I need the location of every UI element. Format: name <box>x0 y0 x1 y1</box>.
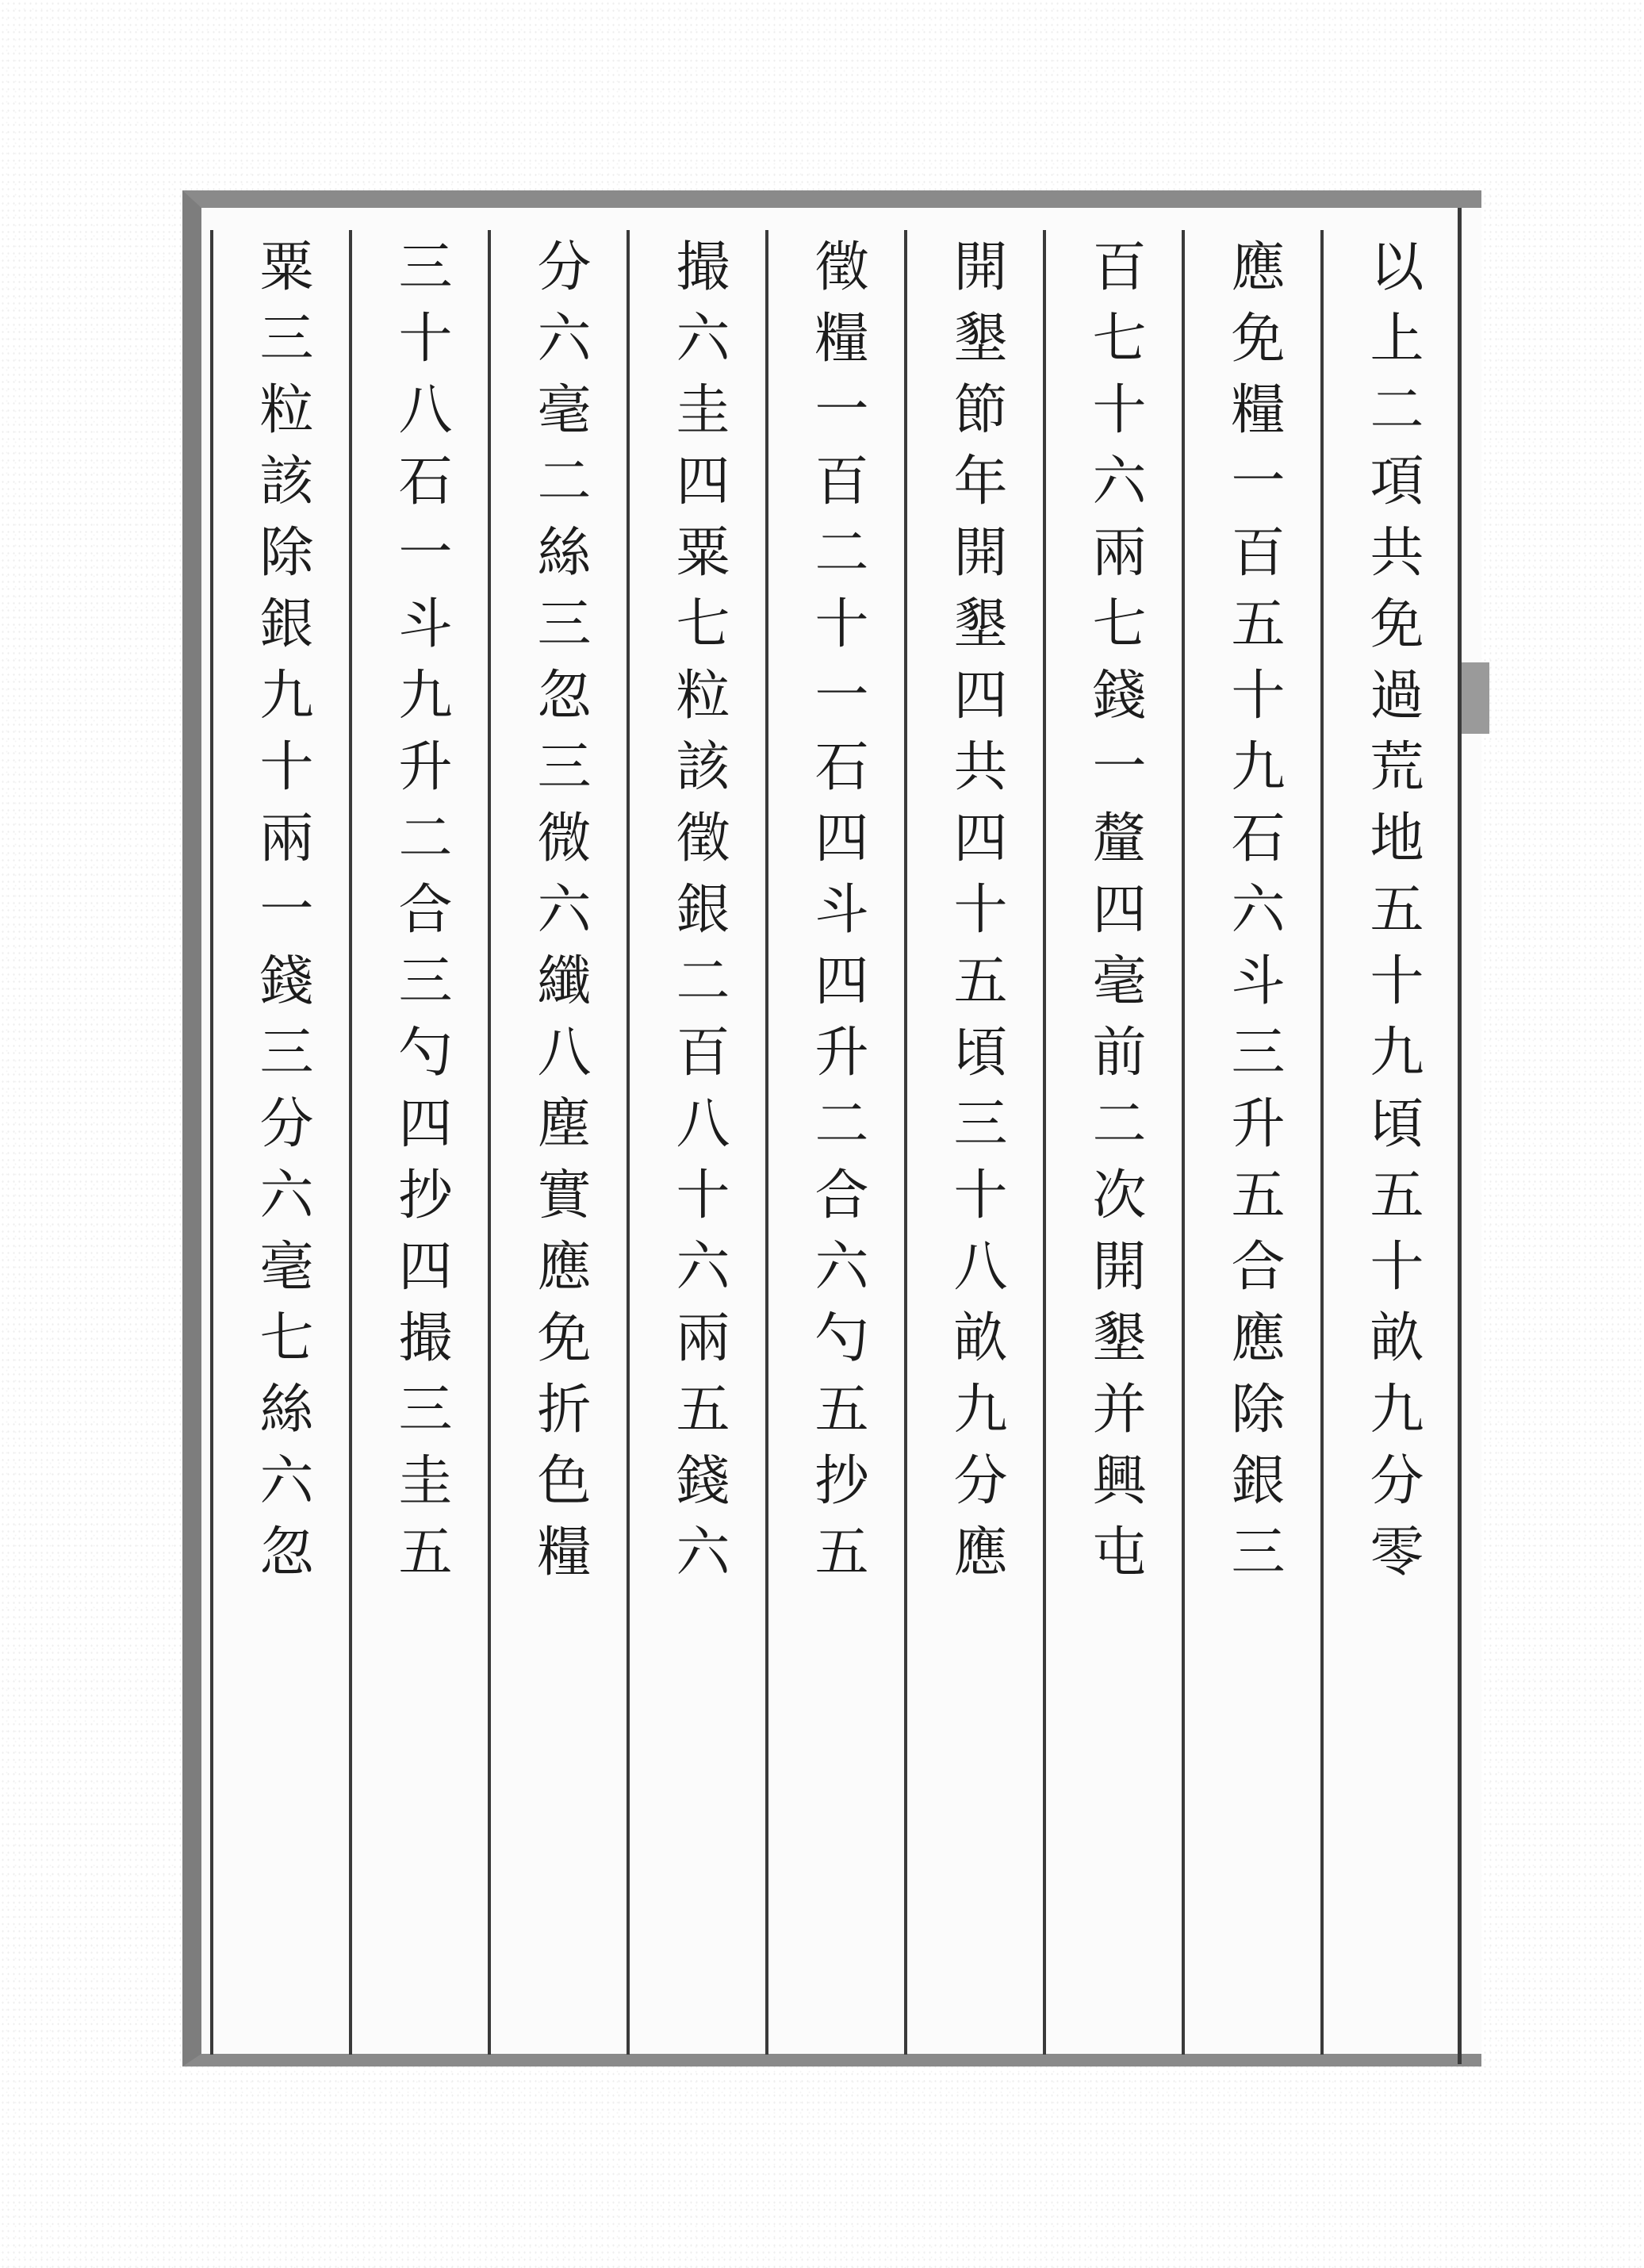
column-text: 分六毫二絲三忽三微六纖八塵實應免折色糧 <box>528 238 591 1595</box>
column-rule <box>904 230 907 2055</box>
column-text: 應免糧一百五十九石六斗三升五合應除銀三 <box>1222 238 1285 1595</box>
column-rule <box>488 230 491 2055</box>
column-text: 百七十六兩七錢一釐四毫前二次開墾并興屯 <box>1083 238 1146 1595</box>
text-column-9 <box>214 238 349 2047</box>
column-rule <box>1182 230 1185 2055</box>
text-column-2 <box>1186 238 1320 2047</box>
frame-tab <box>1458 662 1489 734</box>
column-rule <box>210 230 213 2055</box>
text-column-7 <box>492 238 627 2047</box>
column-text: 徵糧一百二十一石四斗四升二合六勺五抄五 <box>806 238 868 1595</box>
column-text: 以上二項共免過荒地五十九頃五十畝九分零 <box>1361 238 1424 1595</box>
text-column-6 <box>630 238 765 2047</box>
text-column-1 <box>1324 238 1459 2047</box>
column-rule <box>627 230 630 2055</box>
text-column-8 <box>353 238 488 2047</box>
column-rule <box>1043 230 1046 2055</box>
column-rule <box>349 230 352 2055</box>
column-text: 開墾節年開墾四共四十五頃三十八畝九分應 <box>945 238 1007 1595</box>
text-column-5 <box>769 238 904 2047</box>
text-column-4 <box>908 238 1043 2047</box>
column-rule <box>1320 230 1324 2055</box>
column-rule <box>765 230 768 2055</box>
column-text: 撮六圭四粟七粒該徵銀二百八十六兩五錢六 <box>667 238 730 1595</box>
column-text: 三十八石一斗九升二合三勺四抄四撮三圭五 <box>389 238 452 1595</box>
column-text: 粟三粒該除銀九十兩一錢三分六毫七絲六忽 <box>251 238 313 1595</box>
text-column-3 <box>1047 238 1182 2047</box>
